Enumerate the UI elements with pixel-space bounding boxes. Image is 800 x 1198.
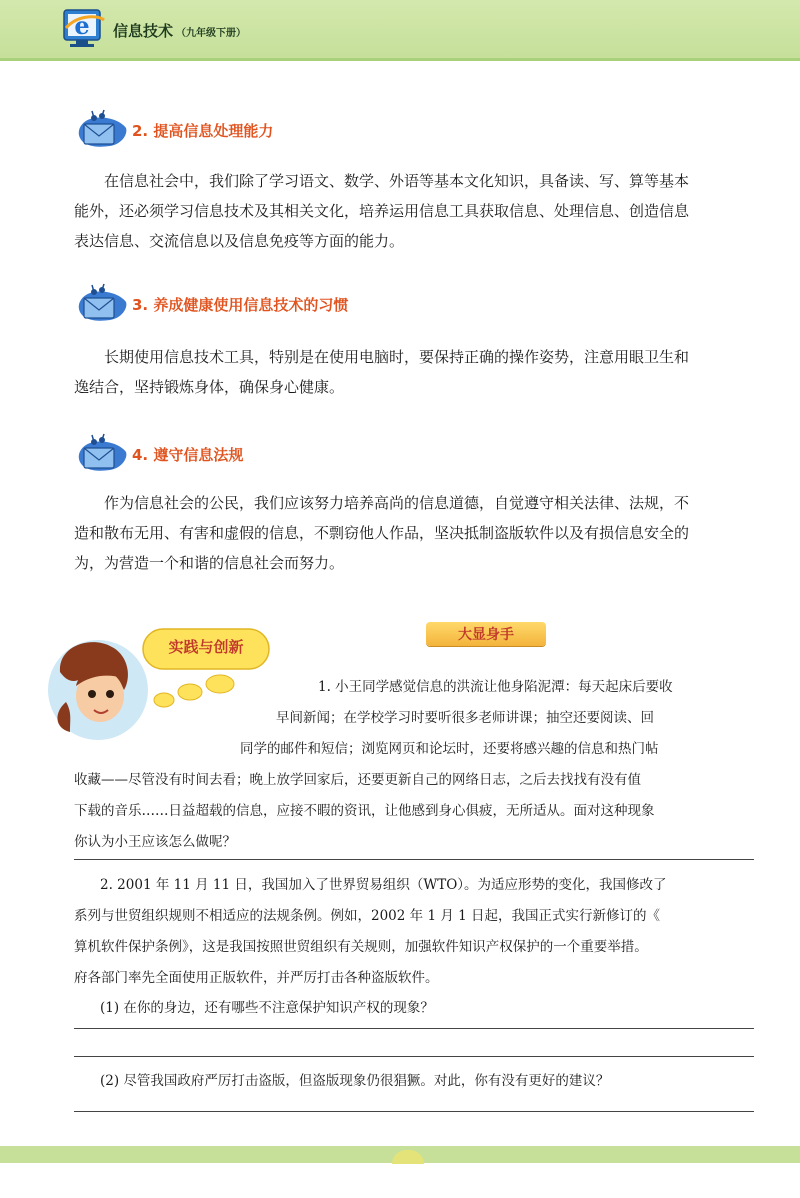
show-skill-banner (426, 622, 546, 646)
paragraph-line: 能外，还必须学习信息技术及其相关文化，培养运用信息工具获取信息、处理信息、创造信息 (74, 202, 690, 220)
question-1: (1) 在你的身边，还有哪些不注意保护知识产权的现象？ (100, 1000, 434, 1016)
girl-illustration (40, 632, 152, 744)
question-2: (2) 尽管我国政府严厉打击盗版，但盗版现象仍很猖獗。对此，你有没有更好的建议？ (100, 1073, 610, 1089)
banner-label: 大显身手 (458, 627, 514, 643)
answer-line (74, 1111, 754, 1112)
paragraph-line: 为，为营造一个和谐的信息社会而努力。 (74, 554, 345, 572)
section-title: 4. 遵守信息法规 (132, 446, 244, 464)
thought-dots (150, 672, 240, 712)
section-title: 2. 提高信息处理能力 (132, 122, 274, 140)
paragraph-line: 逸结合，坚持锻炼身体，确保身心健康。 (74, 378, 345, 396)
svg-text:e: e (74, 11, 90, 40)
ie-logo-icon (62, 6, 108, 50)
exercise-1-line: 你认为小王应该怎么做呢？ (74, 834, 236, 850)
answer-line (74, 1028, 754, 1029)
thought-bubble (142, 628, 270, 670)
envelope-mascot-icon (74, 108, 130, 150)
paragraph-line: 长期使用信息技术工具，特别是在使用电脑时，要保持正确的操作姿势，注意用眼卫生和 (104, 348, 690, 366)
exercise-2-line: 2. 2001 年 11 月 11 日，我国加入了世界贸易组织（WTO）。为适应形势的变化，我国修改了 (100, 877, 667, 893)
exercise-1-line: 下载的音乐……日益超载的信息，应接不暇的资讯，让他感到身心俱疲，无所适从。面对这种现象 (74, 803, 655, 819)
exercise-1-line: 收藏——尽管没有时间去看；晚上放学回家后，还要更新自己的网络日志，之后去找找有没有值 (74, 772, 641, 788)
paragraph-line: 表达信息、交流信息以及信息免疫等方面的能力。 (74, 232, 405, 250)
envelope-mascot-icon (74, 282, 130, 324)
exercise-1-line: 1. 小王同学感觉信息的洪流让他身陷泥潭：每天起床后要收 (318, 679, 673, 695)
section-3-paragraph (74, 342, 756, 402)
paragraph-line: 作为信息社会的公民，我们应该努力培养高尚的信息道德，自觉遵守相关法律、法规，不 (104, 494, 690, 512)
exercise-2-line: 府各部门率先全面使用正版软件，并严厉打击各种盗版软件。 (74, 970, 439, 986)
paragraph-line: 在信息社会中，我们除了学习语文、数学、外语等基本文化知识，具备读、写、算等基本 (104, 172, 690, 190)
section-title: 3. 养成健康使用信息技术的习惯 (132, 296, 349, 314)
practice-title: 实践与创新 (168, 638, 244, 656)
answer-line (74, 859, 754, 860)
envelope-mascot-icon (74, 432, 130, 474)
header-divider (0, 58, 800, 61)
exercise-1-line: 同学的邮件和短信；浏览网页和论坛时，还要将感兴趣的信息和热门帖 (240, 741, 659, 757)
section-2-paragraph (74, 166, 756, 256)
exercise-2-line: 算机软件保护条例》，这是我国按照世贸组织有关规则，加强软件知识产权保护的一个重要举措。 (74, 939, 648, 955)
paragraph-line: 造和散布无用、有害和虚假的信息，不剽窃他人作品，坚决抵制盗版软件以及有损信息安全的 (74, 524, 690, 542)
answer-line (74, 1056, 754, 1057)
section-4-paragraph (74, 488, 756, 578)
exercise-2-line: 系列与世贸组织规则不相适应的法规条例。例如，2002 年 1 月 1 日起，我国正式实行新修订的《 (74, 908, 660, 924)
book-title: 信息技术 （九年级下册） (113, 22, 247, 40)
book-subtitle: （九年级下册） (176, 28, 247, 39)
exercise-1-line: 早间新闻；在学校学习时要听很多老师讲课；抽空还要阅读、回 (276, 710, 654, 726)
